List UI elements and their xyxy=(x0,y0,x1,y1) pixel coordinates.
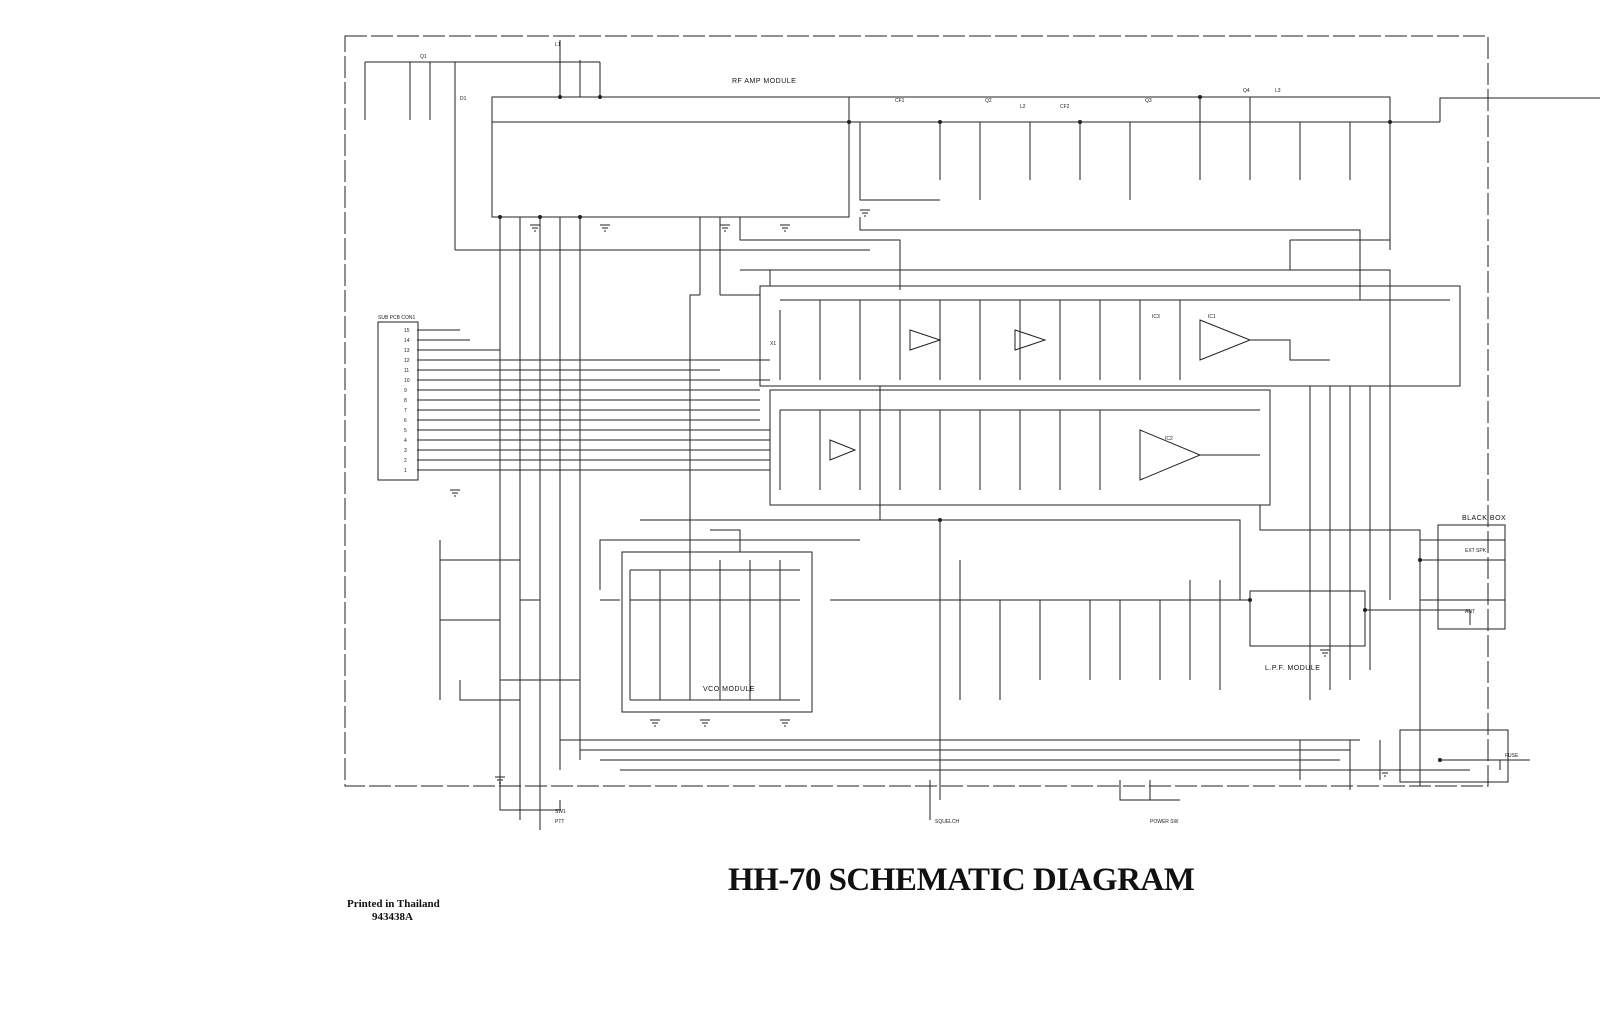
pin-number: 5 xyxy=(404,428,407,434)
pin-number: 4 xyxy=(404,438,407,444)
label-d1: D1 xyxy=(460,96,467,102)
label-ptt: PTT xyxy=(555,819,565,825)
pin-number: 12 xyxy=(404,358,410,364)
pin-number: 11 xyxy=(404,368,410,374)
pin-number: 10 xyxy=(404,378,410,384)
label-q3: Q3 xyxy=(1145,98,1152,104)
printed-in-text: Printed in Thailand xyxy=(347,898,440,910)
pin-number: 7 xyxy=(404,408,407,414)
pin-number: 14 xyxy=(404,338,410,344)
lpf-module-box xyxy=(1250,591,1365,646)
label-q1: Q1 xyxy=(420,54,427,60)
black-box-label: BLACK BOX xyxy=(1462,515,1507,522)
label-ext-spk: EXT SPK xyxy=(1465,548,1487,554)
label-ant: ANT xyxy=(1465,609,1475,615)
rf-amp-module-label: RF AMP MODULE xyxy=(732,78,797,85)
label-cf2: CF2 xyxy=(1060,104,1070,110)
document-code: 943438A xyxy=(372,911,413,923)
label-cf1: CF1 xyxy=(895,98,905,104)
rf-amp-module-box xyxy=(492,97,849,217)
pin-number: 9 xyxy=(404,388,407,394)
label-l1: L1 xyxy=(555,42,561,48)
pin-number: 2 xyxy=(404,458,407,464)
pin-number: 3 xyxy=(404,448,407,454)
sub-pcb-connector xyxy=(378,322,418,480)
label-q2: Q2 xyxy=(985,98,992,104)
lpf-module-label: L.P.F. MODULE xyxy=(1265,665,1321,672)
label-power-sw: POWER SW xyxy=(1150,819,1179,825)
power-block-box xyxy=(1400,730,1508,782)
pin-number: 1 xyxy=(404,468,407,474)
pin-number: 15 xyxy=(404,328,410,334)
label-x1: X1 xyxy=(770,341,777,347)
label-l2: L2 xyxy=(1020,104,1026,110)
outer-frame xyxy=(345,36,1488,786)
if-block-box xyxy=(760,286,1460,386)
label-squelch: SQUELCH xyxy=(935,819,960,825)
connector-pin-numbers xyxy=(404,328,410,474)
label-q4: Q4 xyxy=(1243,88,1250,94)
component-labels xyxy=(420,42,1519,825)
label-l3: L3 xyxy=(1275,88,1281,94)
connector-label: SUB PCB CON1 xyxy=(378,315,416,321)
print-info xyxy=(347,898,440,924)
label-ic2: IC2 xyxy=(1165,436,1173,442)
page-title: HH-70 SCHEMATIC DIAGRAM xyxy=(728,862,1195,898)
vco-module-label: VCO MODULE xyxy=(703,686,756,693)
label-ic3: IC3 xyxy=(1152,314,1160,320)
pin-number: 6 xyxy=(404,418,407,424)
label-fuse: FUSE xyxy=(1505,753,1519,759)
label-sw1: SW1 xyxy=(555,809,566,815)
pin-number: 13 xyxy=(404,348,410,354)
label-ic1: IC1 xyxy=(1208,314,1216,320)
pin-number: 8 xyxy=(404,398,407,404)
